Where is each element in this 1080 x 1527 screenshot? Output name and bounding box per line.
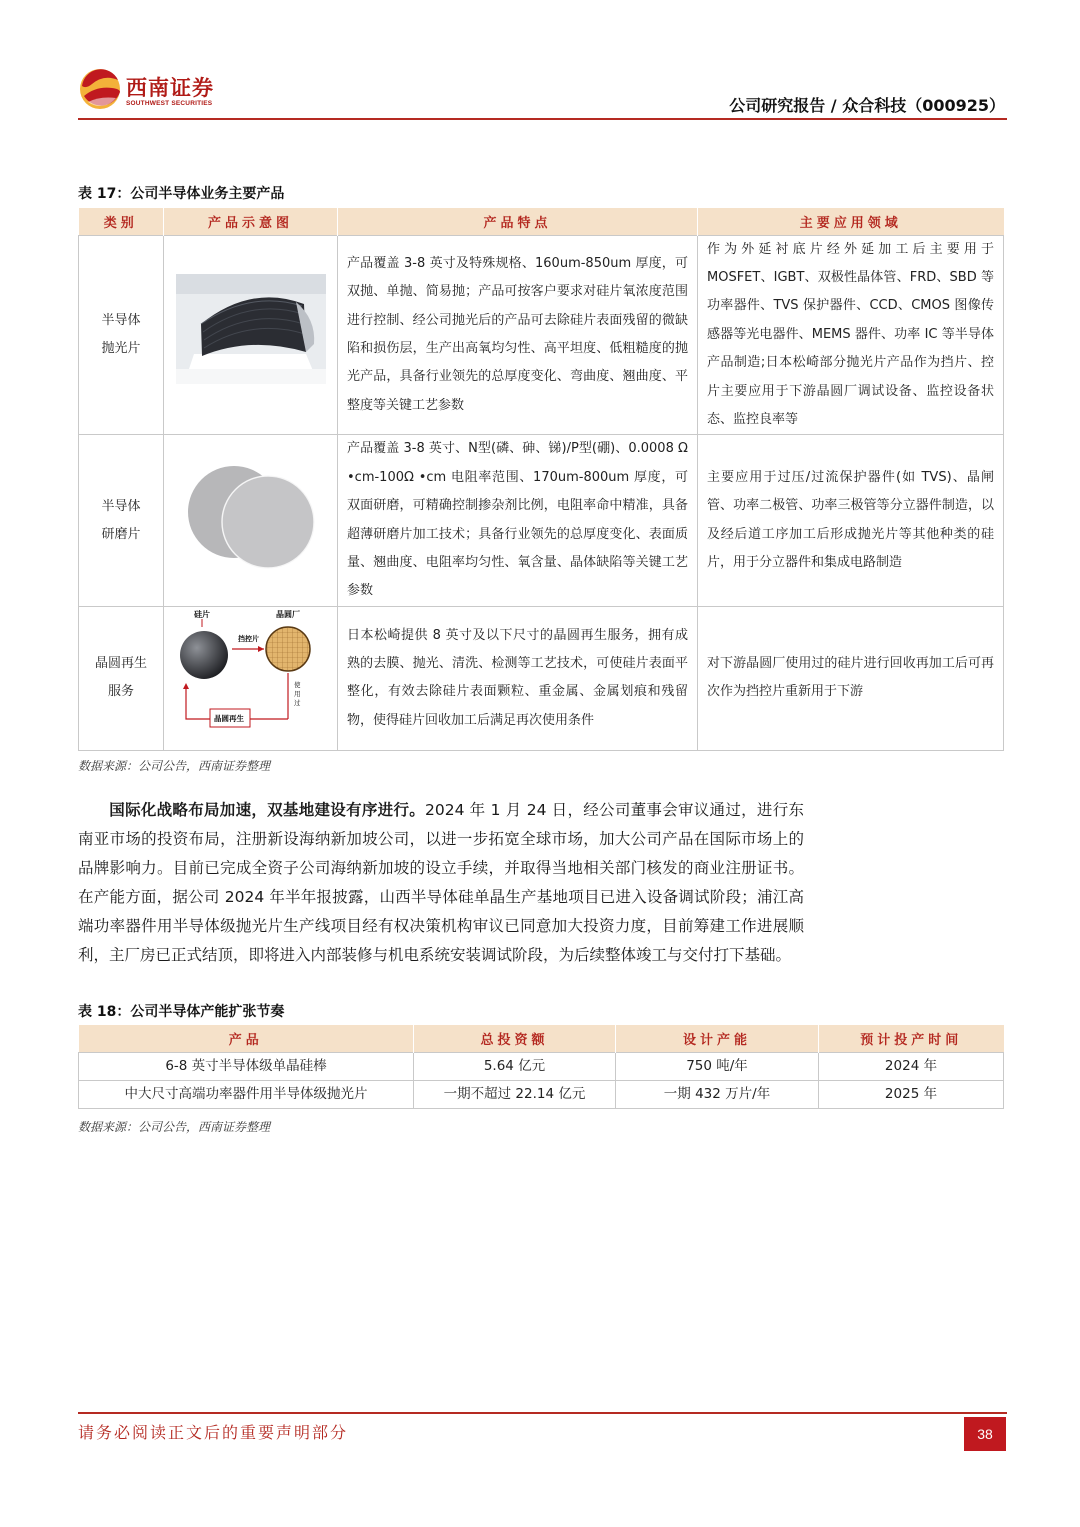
diagram-monitor-label: 挡控片 [237, 634, 259, 643]
applications-cell: 作为外延衬底片经外延加工后主要用于 MOSFET、IGBT、双极性晶体管、FRD、SBD 等功率器件、TVS 保护器件、CCD、CMOS 图像传感器等光电器件、MEMS 器件、功率 IC 等半导体产品制造;日本松崎部分抛光片产品作为挡片、控片主要应用于下游晶圆厂调试设备、监控设备状态、监控良率等 [698, 235, 1004, 435]
col-header-applications: 主要应用领域 [698, 208, 1004, 235]
category-cell [79, 606, 164, 750]
logo-emblem-icon [78, 66, 124, 112]
company-logo [78, 66, 228, 112]
capacity-cell: 一期 432 万片/年 [616, 1080, 819, 1108]
category-cell [79, 235, 164, 435]
production-date-cell: 2025 年 [819, 1080, 1004, 1108]
header-divider [78, 118, 1007, 120]
table17-caption: 表 17：公司半导体业务主要产品 [78, 186, 285, 202]
fab-wafer-icon [266, 627, 310, 671]
footer-divider [78, 1412, 1007, 1414]
body-paragraph [78, 796, 804, 970]
product-cell: 中大尺寸高端功率器件用半导体级抛光片 [79, 1080, 414, 1108]
page-header [78, 60, 1007, 120]
report-title: 公司研究报告 / 众合科技（000925） [729, 96, 1005, 115]
table-row [79, 435, 1004, 606]
diagram-reclaim-label: 晶圆再生 [213, 713, 244, 723]
diagram-fab-label: 晶圆厂 [275, 609, 300, 619]
category-label: 半导体 抛光片 [101, 312, 141, 356]
col-header-investment: 总投资额 [414, 1025, 616, 1052]
product-image-cell [164, 435, 338, 606]
lapped-wafer-image [176, 460, 326, 570]
category-label: 半导体 研磨片 [101, 498, 141, 542]
paragraph-text: 2024 年 1 月 24 日，经公司董事会审议通过，进行东南亚市场的投资布局，注册新设海纳新加坡公司，以进一步拓宽全球市场，加大公司产品在国际市场上的品牌影响力。目前已完成全资子公司海纳新加坡的设立手续，并取得当地相关部门核发的商业注册证书。在产能方面，据公司 2024 年半年报披露，山西半导体硅单晶生产基地项目已进入设备调试阶段；浦江高端功率器件用半导体级抛光片生产线项目经有权决策机构审议已同意加大投资力度，目前筹建工作进展顺利，主厂房已正式结顶，即将进入内部装修与机电系统安装调试阶段，为后续整体竣工与交付打下基础。 [78, 801, 804, 964]
category-cell [79, 435, 164, 606]
features-cell: 产品覆盖 3-8 英寸及特殊规格、160um-850um 厚度，可双抛、单抛、简易抛；产品可按客户要求对硅片氧浓度范围进行控制、经公司抛光后的产品可去除硅片表面残留的微缺陷和损伤层，生产出高氧均匀性、高平坦度、低粗糙度的抛光产品，具备行业领先的总厚度变化、弯曲度、翘曲度、平整度等关键工艺参数 [338, 235, 698, 435]
diagram-used-label: 使 [293, 680, 300, 689]
table-header-row [79, 208, 1004, 235]
applications-cell: 对下游晶圆厂使用过的硅片进行回收再加工后可再次作为挡控片重新用于下游 [698, 606, 1004, 750]
diagram-silicon-label: 硅片 [193, 609, 210, 619]
table-row [79, 1052, 1004, 1080]
table17-source: 数据来源：公司公告，西南证券整理 [78, 759, 271, 773]
table18-source: 数据来源：公司公告，西南证券整理 [78, 1120, 271, 1134]
products-table [78, 208, 1004, 751]
features-cell: 产品覆盖 3-8 英寸、N型(磷、砷、锑)/P型(硼)、0.0008 Ω •cm-100Ω •cm 电阻率范围、170um-800um 厚度，可双面研磨，可精确控制掺杂剂比例，电阻率命中精准，具备超薄研磨片加工技术；具备行业领先的总厚度变化、表面质量、翘曲度、电阻率均匀性、氧含量、晶体缺陷等关键工艺参数 [338, 435, 698, 606]
col-header-image: 产品示意图 [164, 208, 338, 235]
disclaimer-notice: 请务必阅读正文后的重要声明部分 [78, 1423, 349, 1442]
capacity-table [78, 1025, 1004, 1109]
product-image-cell [164, 606, 338, 750]
production-date-cell: 2024 年 [819, 1052, 1004, 1080]
table-row [79, 1080, 1004, 1108]
wafer-reclaim-diagram [172, 607, 330, 739]
table-header-row [79, 1025, 1004, 1052]
product-image-cell [164, 235, 338, 435]
capacity-cell: 750 吨/年 [616, 1052, 819, 1080]
category-label: 晶圆再生 服务 [94, 656, 147, 700]
svg-text:使 用 过: 使 用 过 [293, 680, 300, 707]
logo-english-name: SOUTHWEST SECURITIES [126, 100, 213, 107]
features-cell: 日本松崎提供 8 英寸及以下尺寸的晶圆再生服务，拥有成熟的去膜、抛光、清洗、检测等工艺技术，可使硅片表面平整化，有效去除硅片表面颗粒、重金属、金属划痕和残留物，使得硅片回收加工后满足再次使用条件 [338, 606, 698, 750]
silicon-wafer-icon [180, 631, 228, 679]
col-header-product: 产品 [79, 1025, 414, 1052]
col-header-features: 产品特点 [338, 208, 698, 235]
page-number: 38 [964, 1417, 1006, 1451]
investment-cell: 5.64 亿元 [414, 1052, 616, 1080]
col-header-category: 类别 [79, 208, 164, 235]
paragraph-lead: 国际化战略布局加速，双基地建设有序进行。 [109, 801, 426, 819]
investment-cell: 一期不超过 22.14 亿元 [414, 1080, 616, 1108]
table18-caption: 表 18：公司半导体产能扩张节奏 [78, 1004, 285, 1020]
polished-wafer-stack-image [176, 274, 326, 384]
logo-chinese-name: 西南证券 [126, 75, 214, 100]
applications-cell: 主要应用于过压/过流保护器件(如 TVS)、晶闸管、功率二极管、功率三极管等分立器件制造，以及经后道工序加工后形成抛光片等其他种类的硅片，用于分立器件和集成电路制造 [698, 435, 1004, 606]
table-row [79, 606, 1004, 750]
col-header-capacity: 设计产能 [616, 1025, 819, 1052]
table-row [79, 235, 1004, 435]
product-cell: 6-8 英寸半导体级单晶硅棒 [79, 1052, 414, 1080]
col-header-production-date: 预计投产时间 [819, 1025, 1004, 1052]
